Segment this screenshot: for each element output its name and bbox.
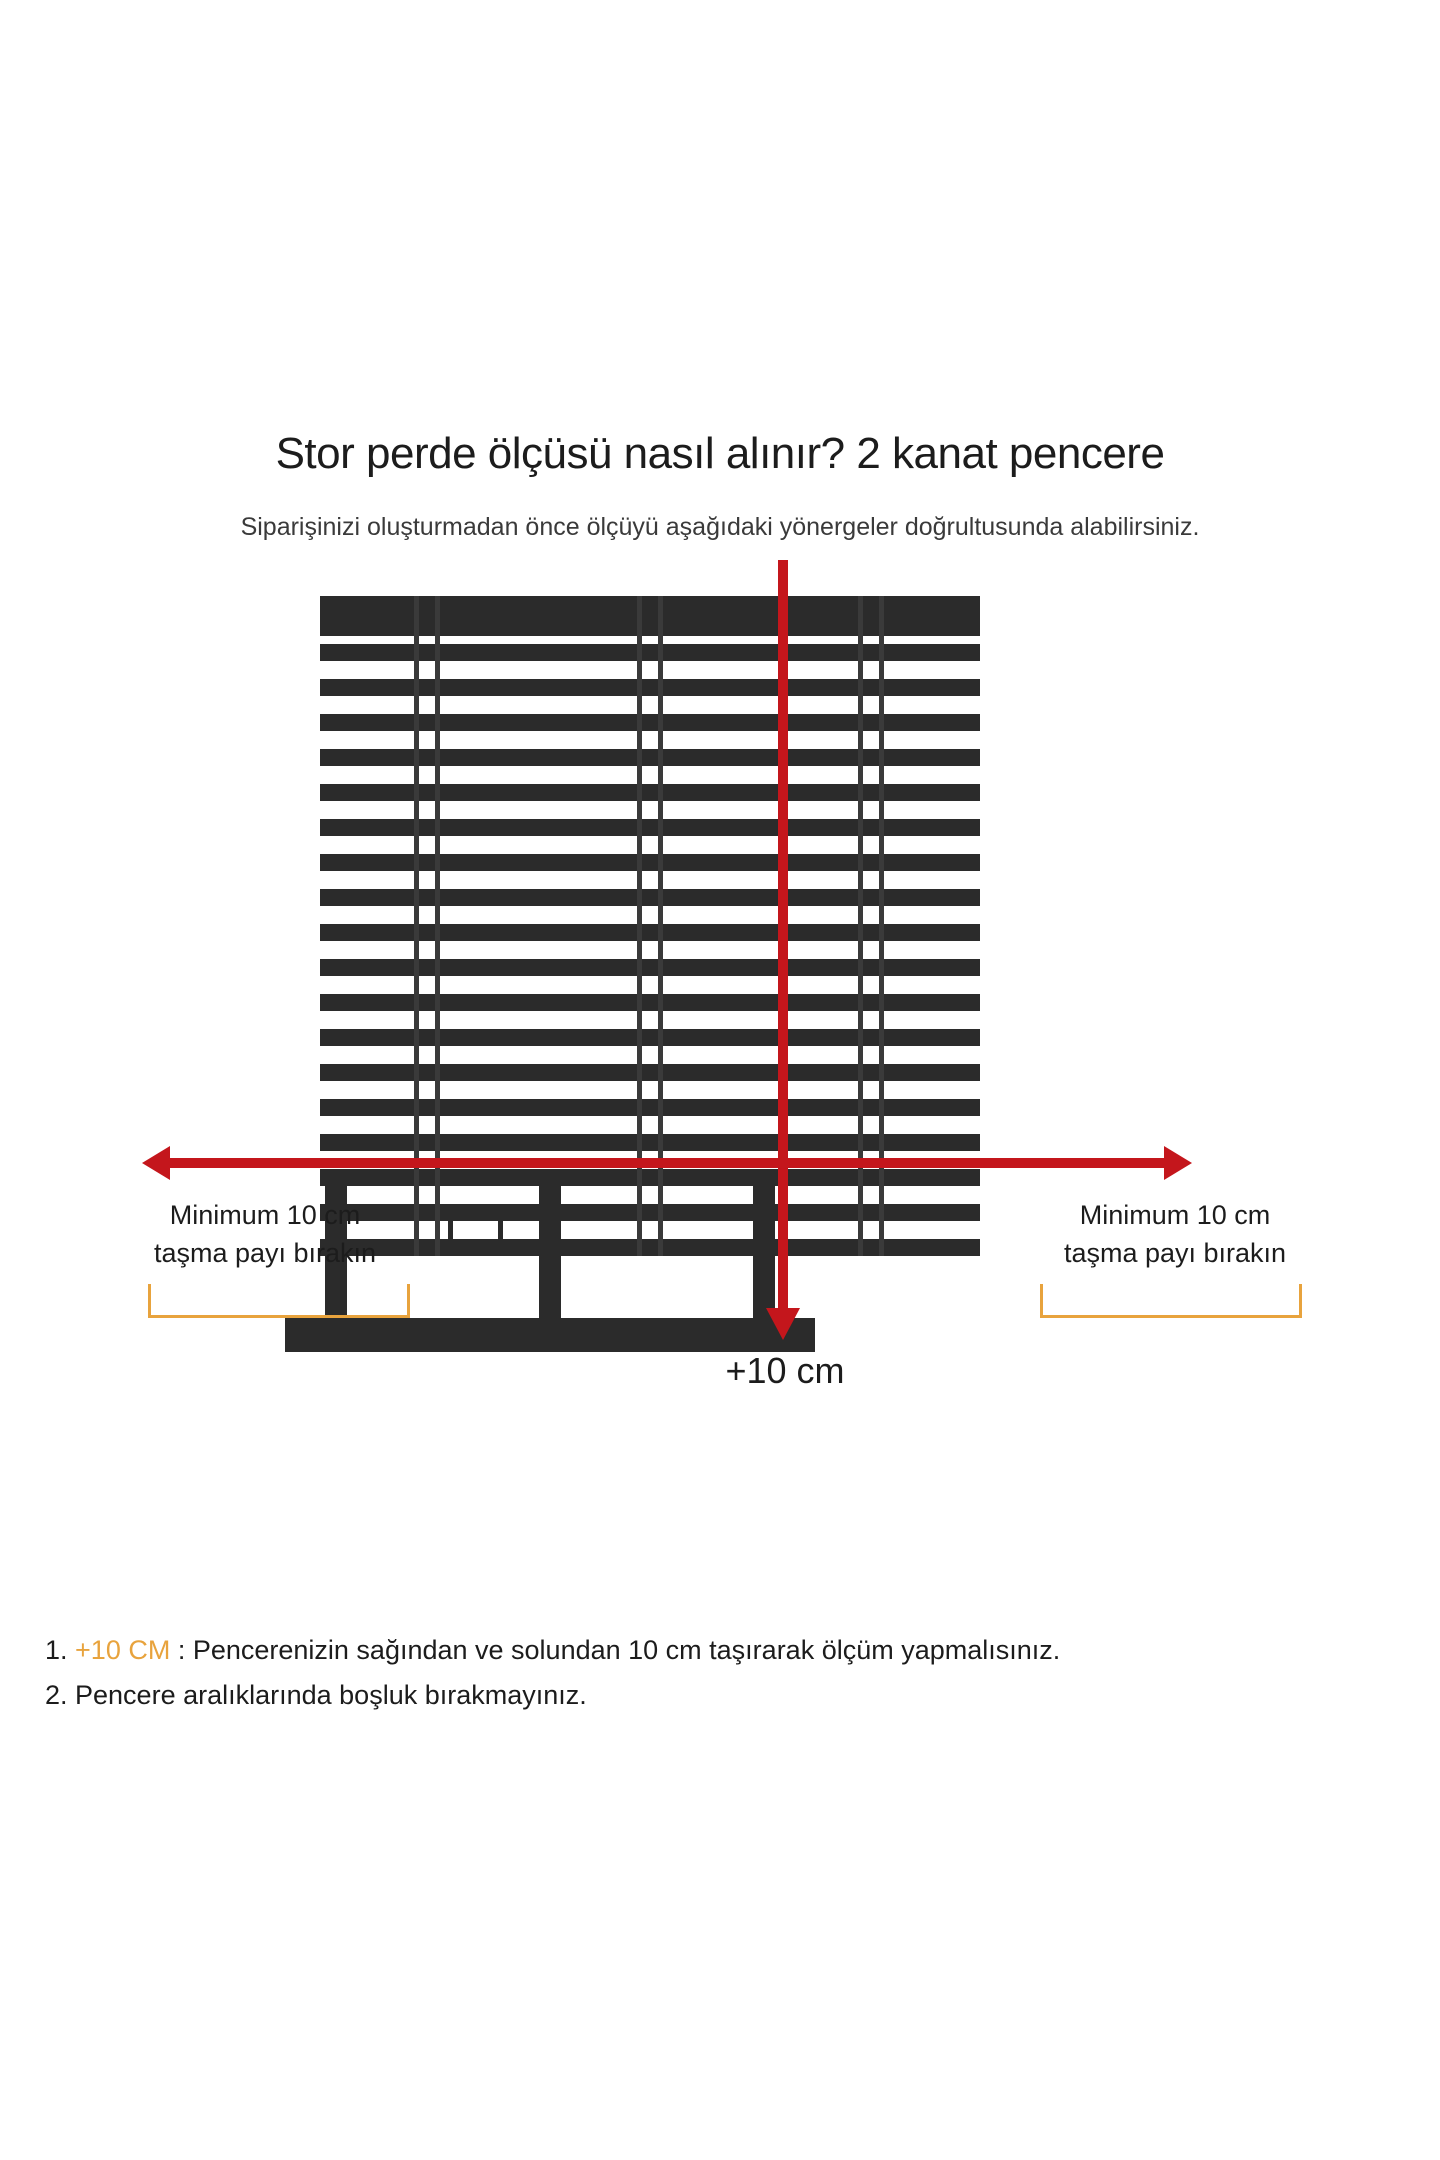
note-item-1 <box>45 1628 1405 1673</box>
arrow-bar-vertical <box>778 560 788 1308</box>
note-1-prefix: 1. <box>45 1635 76 1665</box>
left-overhang-label-line2: taşma payı bırakın <box>153 1238 377 1268</box>
right-overhang-label-line2: taşma payı bırakın <box>1063 1238 1287 1268</box>
note-1-highlight: +10 CM <box>75 1635 171 1665</box>
arrow-head-right-icon <box>1164 1146 1192 1180</box>
blind-pull-cord <box>448 1206 453 1240</box>
right-overhang-label <box>1030 1196 1320 1272</box>
right-overhang-label-line1: Minimum 10 cm <box>1079 1200 1271 1230</box>
page-subtitle: Siparişinizi oluşturmadan önce ölçüyü aşağıdaki yönergeler doğrultusunda alabilirsiniz. <box>240 513 1200 541</box>
blind-pull-cord <box>498 1206 503 1240</box>
right-overhang-brace <box>1040 1284 1302 1318</box>
measurement-diagram <box>120 560 1320 1620</box>
overhang-down-arrow <box>766 560 800 1340</box>
width-measurement-arrow <box>142 1146 1192 1180</box>
arrow-bar <box>164 1158 1170 1168</box>
left-overhang-label <box>120 1196 410 1272</box>
note-1-text: : Pencerenizin sağından ve solundan 10 cm taşırarak ölçüm yapmalısınız. <box>170 1635 1061 1665</box>
instruction-notes <box>45 1628 1405 1718</box>
left-overhang-brace <box>148 1284 410 1318</box>
page-title: Stor perde ölçüsü nasıl alınır? 2 kanat pencere <box>275 429 1165 479</box>
window-sill <box>285 1318 815 1352</box>
note-item-2: 2. Pencere aralıklarında boşluk bırakmayınız. <box>45 1680 587 1710</box>
bottom-overhang-label: +10 cm <box>725 1350 845 1391</box>
arrow-head-down-icon <box>766 1308 800 1340</box>
left-overhang-label-line1: Minimum 10 cm <box>169 1200 361 1230</box>
